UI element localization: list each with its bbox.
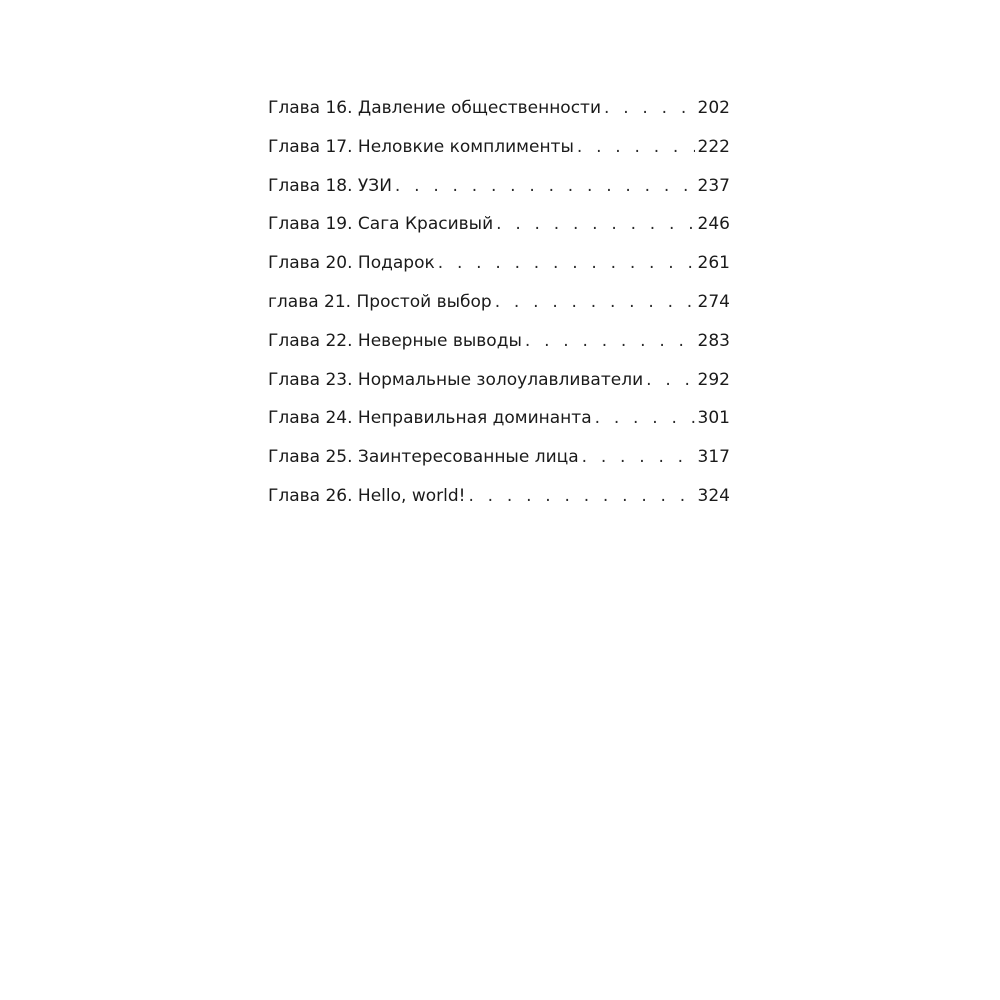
toc-entry-page: 324 (697, 485, 730, 506)
toc-entry (268, 176, 730, 215)
toc-entry-title: Глава 23. Нормальные золоулавливатели (268, 369, 644, 390)
toc-dot-leader (582, 447, 695, 467)
toc-entry (268, 292, 730, 331)
toc-dot-leader (395, 176, 695, 196)
toc-dot-leader (577, 137, 695, 157)
toc-entry-title: Глава 25. Заинтересованные лица (268, 447, 579, 468)
toc-entry (268, 408, 730, 447)
toc-entry-page: 222 (697, 136, 730, 157)
toc-dot-leader (646, 370, 694, 390)
toc-entry (268, 253, 730, 292)
toc-entry (268, 331, 730, 370)
toc-entry-page: 261 (697, 253, 730, 274)
toc-entry-title: Глава 17. Неловкие комплименты (268, 136, 574, 157)
toc-entry-title: глава 21. Простой выбор (268, 291, 492, 312)
toc-entry-page: 292 (697, 369, 730, 390)
toc-entry (268, 98, 730, 137)
toc-entry-title: Глава 18. УЗИ (268, 175, 392, 196)
toc-entry-page: 202 (697, 98, 730, 118)
toc-entry (268, 486, 730, 525)
toc-entry (268, 447, 730, 486)
toc-entry-title: Глава 20. Подарок (268, 253, 435, 274)
table-of-contents (268, 98, 730, 525)
toc-entry-page: 301 (697, 408, 730, 429)
toc-entry-page: 246 (697, 214, 730, 235)
toc-entry-page: 237 (697, 175, 730, 196)
toc-entry-title: Глава 16. Давление общественности (268, 98, 602, 118)
toc-entry-title: Глава 19. Сага Красивый (268, 214, 494, 235)
toc-entry (268, 137, 730, 176)
toc-dot-leader (468, 486, 694, 506)
toc-entry-page: 274 (697, 291, 730, 312)
toc-entry (268, 370, 730, 409)
toc-entry-title: Глава 24. Неправильная доминанта (268, 408, 592, 429)
toc-dot-leader (438, 253, 695, 273)
toc-dot-leader (604, 98, 695, 118)
toc-entry-page: 283 (697, 330, 730, 351)
toc-dot-leader (495, 292, 695, 312)
toc-entry-title: Глава 26. Hello, world! (268, 485, 466, 506)
toc-dot-leader (496, 214, 694, 234)
toc-dot-leader (525, 331, 695, 351)
toc-dot-leader (595, 408, 695, 428)
toc-entry (268, 214, 730, 253)
toc-entry-title: Глава 22. Неверные выводы (268, 330, 522, 351)
toc-entry-page: 317 (697, 447, 730, 468)
